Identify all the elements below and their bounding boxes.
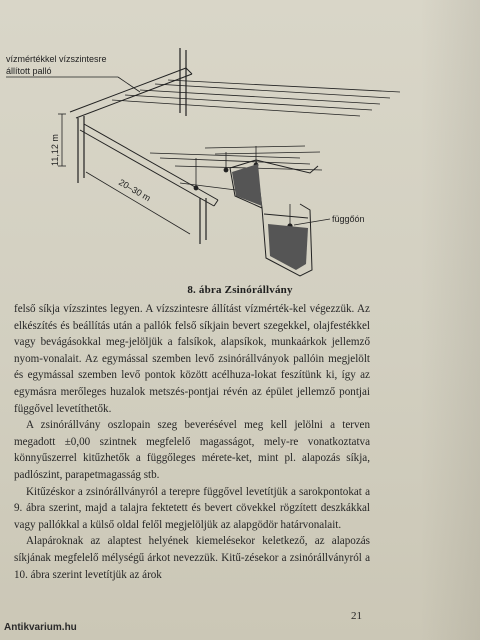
zsinorallvany-drawing [0, 18, 480, 280]
watermark: Antikvarium.hu [4, 622, 77, 633]
label-height: 11,12 m [50, 134, 60, 166]
figure-zsinorallvany [0, 18, 480, 280]
label-top-line1: vízmértékkel vízszintesre [6, 54, 107, 64]
body-text [14, 301, 370, 583]
label-width: 20–30 m [117, 177, 153, 204]
figure-caption: 8. ábra Zsinórállvány [187, 284, 293, 296]
dim-width [86, 172, 190, 234]
paragraph: Alapároknak az alaptest helyének kiemelésekor keletkező, az alapozás síkjának megfelelő mélységű árkot nevezzük. Kitű-zésekor a zsinórállványról a 10. ábra szerint levetítjük az árok [14, 535, 370, 581]
plank-top [70, 68, 192, 118]
paragraph: A zsinórállvány oszlopain szeg beverésével meg kell jelölni a terven megadott ±0,00 szintnek megfelelő magasságot, mely-re vonatkoztatva könnyűszerrel kitűzhetők a függőleges mérete-ket, mint pl. alapozás síkja, padlószint, parapetmagasság stb. [14, 419, 370, 481]
label-plumb: függőón [332, 214, 365, 224]
posts [78, 48, 206, 244]
paragraph: Kitűzéskor a zsinórállványról a terepre függővel levetítjük a sarokpontokat a 9. ábra szerint, majd a talajra fektetett és bevert cövekkel rögzített deszkákkal vagy pallókkal a külső oldal felől megjelöljük az alapgödör határvonalait. [14, 485, 370, 531]
page-number: 21 [351, 610, 362, 622]
paragraph: felső síkja vízszintes legyen. A vízszintesre állítást vízmérték-kel végezzük. Az elkészítés és beállítás után a pallók felső síkjain bevert szegekkel, olajfestékkel vagy bevágásokkal meg-jelöljük a falsíkok, alapsíkok, munkaárkok jellemző nyom-vonalait. Az egymással szemben levő zsinórállványok pallóin megjelölt és egymással szemben levő pontok között acélhuza-lokat feszítünk ki, így az egymásra merőleges huzalok metszés-pontjai révén az épület jellemző pontjai függővel levetíthetők. [14, 303, 370, 415]
label-top-line2: állított palló [6, 66, 52, 76]
